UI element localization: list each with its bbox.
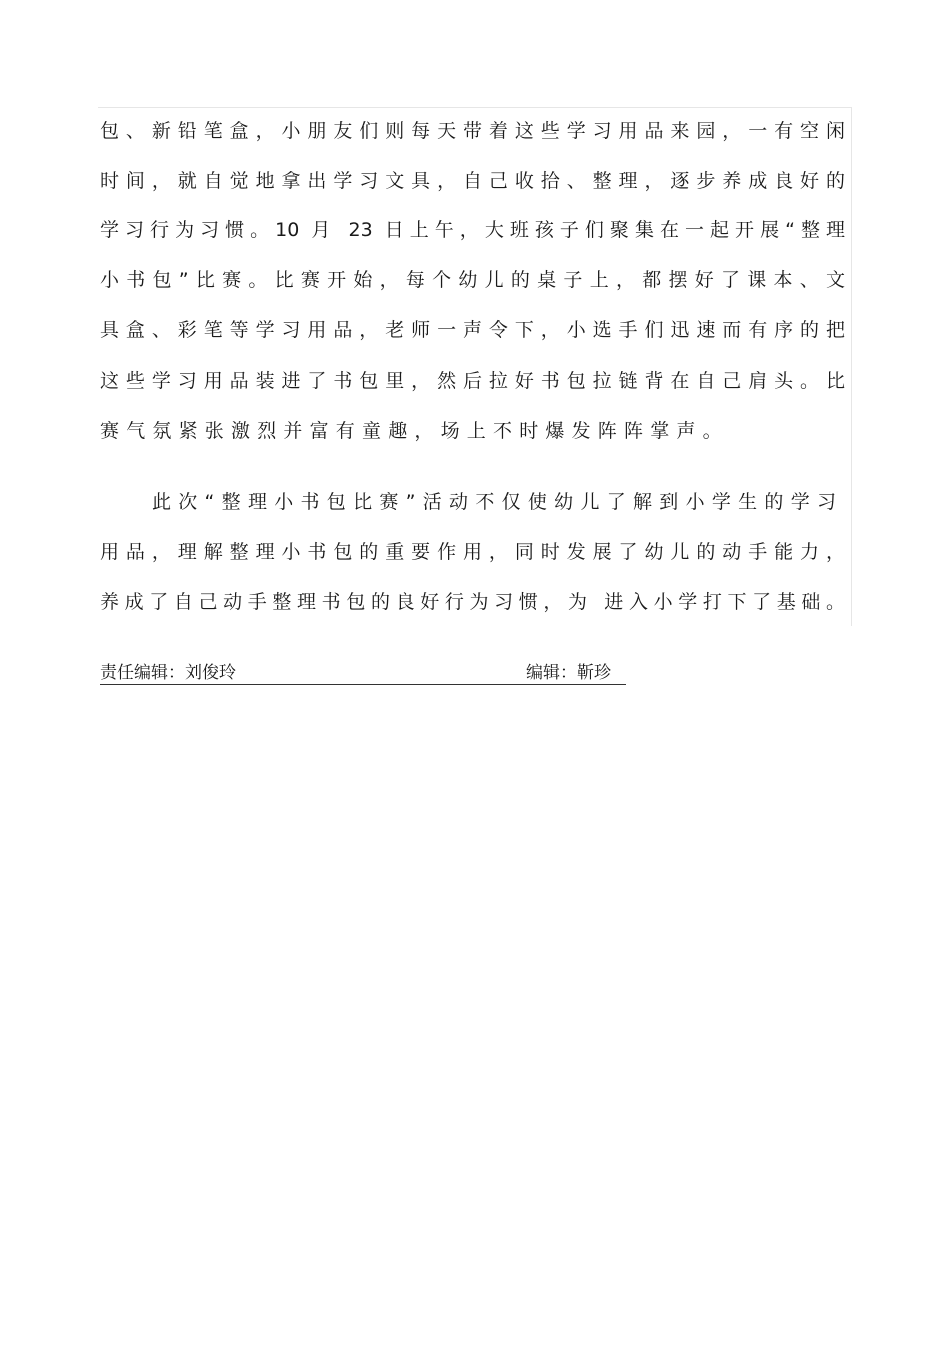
paragraph-1-line-1: 包、新铅笔盒，小朋友们则每天带着这些学习用品来园，一有空闲 <box>100 120 845 142</box>
paragraph-1-line-2: 时间，就自觉地拿出学习文具，自己收拾、整理，逐步养成良好的 <box>100 170 845 192</box>
chief-editor-credit: 责任编辑：刘俊玲 <box>100 663 236 683</box>
paragraph-1-line-4: 小书包”比赛。比赛开始，每个幼儿的桌子上，都摆好了课本、文 <box>100 269 845 291</box>
paragraph-1-line-7: 赛气氛紧张激烈并富有童趣，场上不时爆发阵阵掌声。 <box>100 420 729 442</box>
paragraph-1-line-3: 学习行为习惯。10 月 23 日上午，大班孩子们聚集在一起开展“整理 <box>100 219 845 241</box>
paragraph-1-line-6: 这些学习用品装进了书包里，然后拉好书包拉链背在自己肩头。比 <box>100 370 845 392</box>
editor-footer <box>100 661 626 685</box>
editor-credit: 编辑：靳珍 <box>526 663 611 683</box>
paragraph-2-line-1: 此次“整理小书包比赛”活动不仅使幼儿了解到小学生的学习 <box>152 491 836 513</box>
paragraph-2-line-2: 用品，理解整理小书包的重要作用，同时发展了幼儿的动手能力， <box>100 541 845 563</box>
paragraph-1-line-5: 具盒、彩笔等学习用品，老师一声令下，小选手们迅速而有序的把 <box>100 319 845 341</box>
paragraph-2-line-3: 养成了自己动手整理书包的良好行为习惯，为 进入小学打下了基础。 <box>100 591 845 613</box>
